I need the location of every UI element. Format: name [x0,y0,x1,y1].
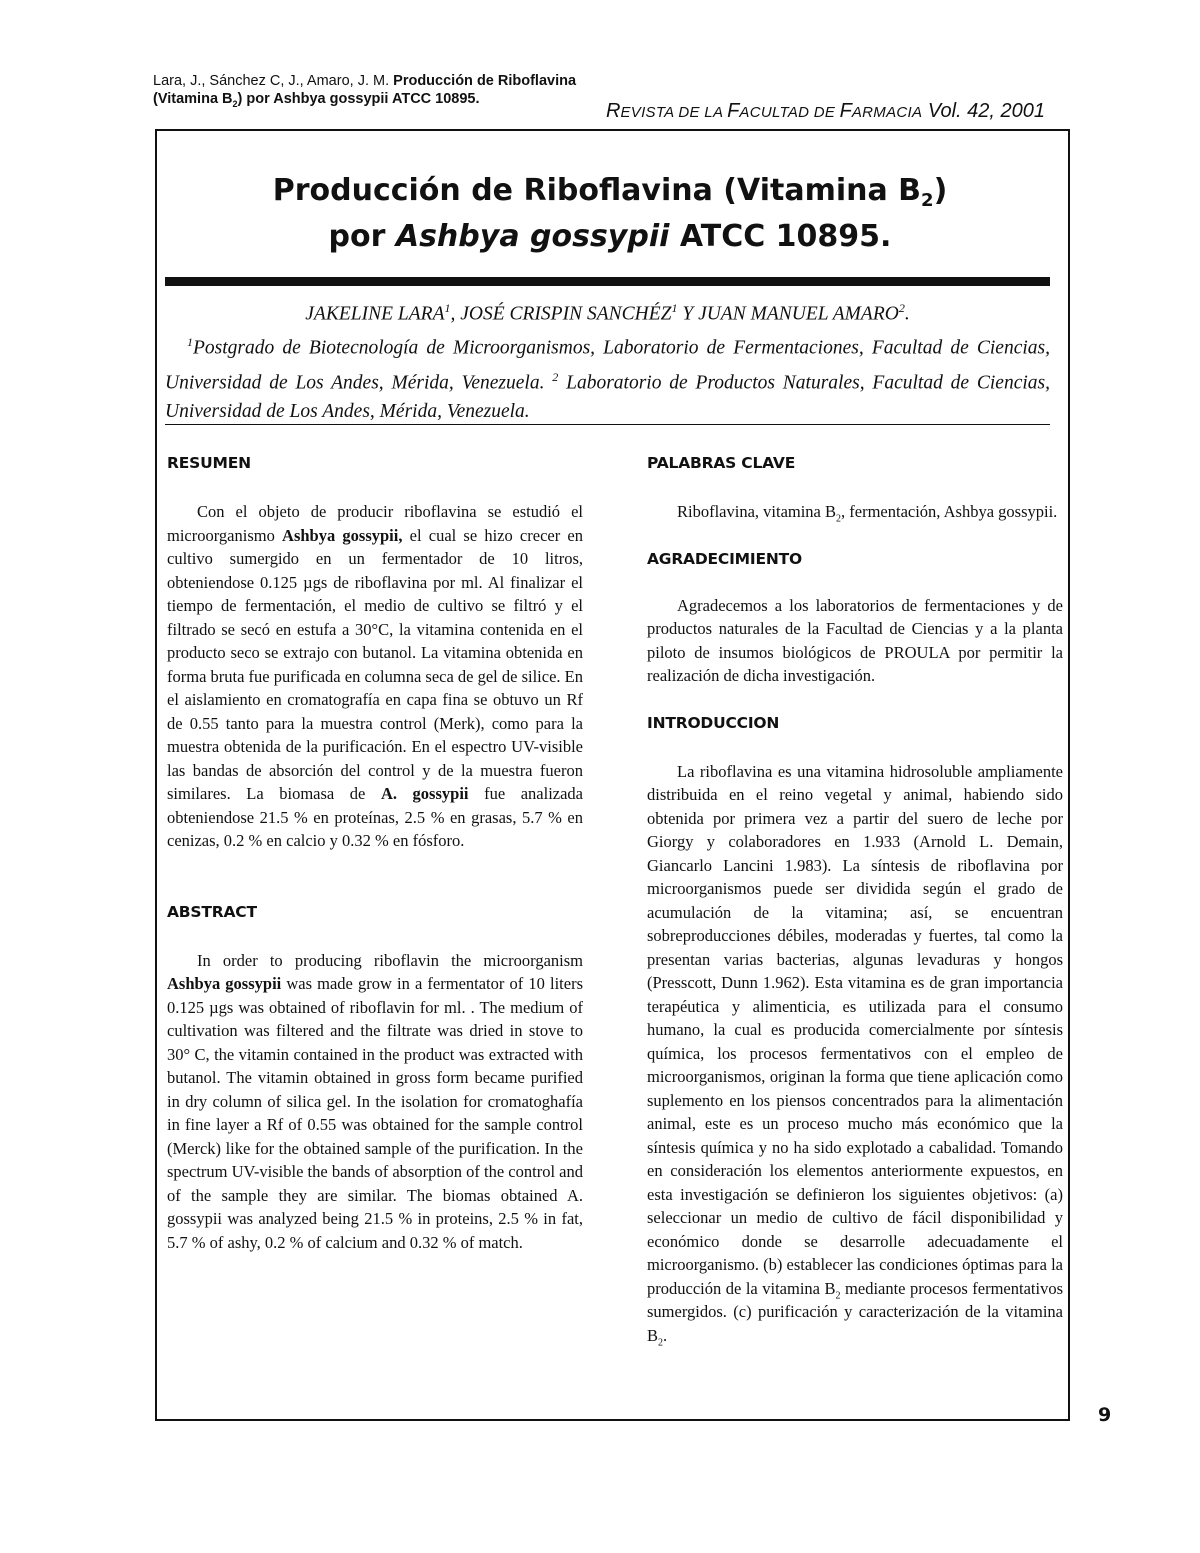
title-line-1: Producción de Riboflavina (Vitamina $B_2$) [272,173,948,211]
running-header-journal: REVISTA DE LA FACULTAD DE FARMACIA Vol. 42, 2001 [606,100,1046,122]
introduccion-paragraph: La riboflavina es una vitamina hidrosoluble ampliamente distribuida en el reino vegetal y animal, habiendo sido obtenida por primera vez a partir del suero de leche por Giorgy y colaboradores en 1.933 (Arnold L. Demain, Giancarlo Lancini 1.983). La síntesis de riboflavina por microorganismos puede ser dividida según el grado de acumulación de la vitamina; así, se encuentran sobreproducciones débiles, moderadas y fuertes, tal como la presentan varias bacterias, algunas levaduras y hongos (Presscott, Dunn 1.962). Esta vitamina es de gran importancia terapéutica y alimenticia, es utilizada para el consumo humano, la cual es producida comercialmente por síntesis química, los procesos fermentativos con el empleo de microorganismos, originan la forma que tiene aplicación como suplemento en los piensos concentrados para la alimentación animal, este es un proceso mucho más económico que la síntesis química y no ha sido explotado a cabalidad. Tomando en consideración los elementos anteriormente expuestos, en esta investigación se definieron los siguientes objetivos: (a) seleccionar un medio de cultivo de fácil disponibilidad y económico donde se desarrolle adecuadamente el microorganismo. (b) establecer las condiciones óptimas para la producción de la vitamina $B_2$ mediante procesos fermentativos sumergidos. (c) purificación y caracterización de la vitamina $B_2$. [647,761,1063,1348]
citation-title: Producción de Riboflavina (Vitamina $B_2$) por Ashbya gossypii ATCC 10895. [153,73,577,109]
palabras-clave-heading: PALABRAS CLAVE [647,454,796,472]
abstract-paragraph: In order to producing riboflavin the microorganism Ashbya gossypii was made grow in a fermentator of 10 liters 0.125 µgs was obtained of riboflavin for ml. . The medium of cultivation was filtered and the filtrate was dried in stove to 30° C, the vitamin contained in the product was extracted with butanol. The vitamin obtained in gross form became purified in dry column of silica gel. In the isolation for cromatoghafía in fine layer a Rf of 0.55 was obtained for the sample control (Merck) like for the obtained sample of the purification. In the spectrum UV-visible the bands of absorption of the control and of the sample they are similar. The biomas obtained A. gossypii was analyzed being 21.5 % in proteins, 2.5 % in fat, 5.7 % of ashy, 0.2 % of calcium and 0.32 % of match. [167,950,583,1252]
affiliations: $^1$Postgrado de Biotecnología de Microorganismos, Laboratorio de Fermentaciones, Facultad de Ciencias, Universidad de Los Andes, Mérida, Venezuela. $^2$ Laboratorio de Productos Naturales, Facultad de Ciencias, Universidad de Los Andes, Mérida, Venezuela. [165,335,1050,422]
journal-volume: Vol. 42, 2001 [922,100,1046,122]
resumen-paragraph: Con el objeto de producir riboflavina se estudió el microorganismo Ashbya gossypii, el cual se hizo crecer en cultivo sumergido en un fermentador de 10 litros, obteniendose 0.125 µgs de riboflavina por ml. Al finalizar el tiempo de fermentación, el medio de cultivo se filtró y el filtrado se secó en estufa a 30°C, la vitamina contenida en el producto seco se extrajo con butanol. La vitamina obtenida en forma bruta fue purificada en columna seca de gel de silice. En el aislamiento en cromatografía en capa fina se obtuvo un Rf de 0.55 tanto para la muestra control (Merk), como para la muestra obtenida de la purificación. En el espectro UV-visible las bandas de absorción del control y de la muestra fueron similares. La biomasa de A. gossypii fue analizada obteniendose 21.5 % en proteínas, 2.5 % en grasas, 5.7 % en cenizas, 0.2 % en calcio y 0.32 % en fósforo. [167,502,583,850]
introduccion-heading: INTRODUCCION [647,713,780,732]
affiliation-divider [165,424,1050,425]
abstract-heading: ABSTRACT [167,902,257,921]
left-column [167,452,583,1254]
keywords-paragraph: Riboflavina, vitamina $B_2$, fermentación, Ashbya gossypii. [677,502,1058,525]
title-line-2: por Ashbya gossypii ATCC 10895. [328,219,892,254]
article-title [160,168,1060,260]
agradecimiento-paragraph: Agradecemos a los laboratorios de fermentaciones y de productos naturales de la Facultad de Ciencias y a la planta piloto de insumos biológicos de PROULA por permitir la realización de dicha investigación. [647,595,1063,685]
title-divider [165,277,1050,286]
right-column [647,452,1063,1347]
agradecimiento-heading: AGRADECIMIENTO [647,549,802,568]
running-header-citation [153,72,583,113]
author-list: JAKELINE LARA$^1$, JOSÉ CRISPIN SANCHÉZ$^1$ Y JUAN MANUEL AMARO$^2$. [305,301,910,325]
citation-authors: Lara, J., Sánchez C, J., Amaro, J. M. [153,73,390,89]
page-number: 9 [1098,1404,1112,1426]
resumen-heading: RESUMEN [167,454,251,472]
